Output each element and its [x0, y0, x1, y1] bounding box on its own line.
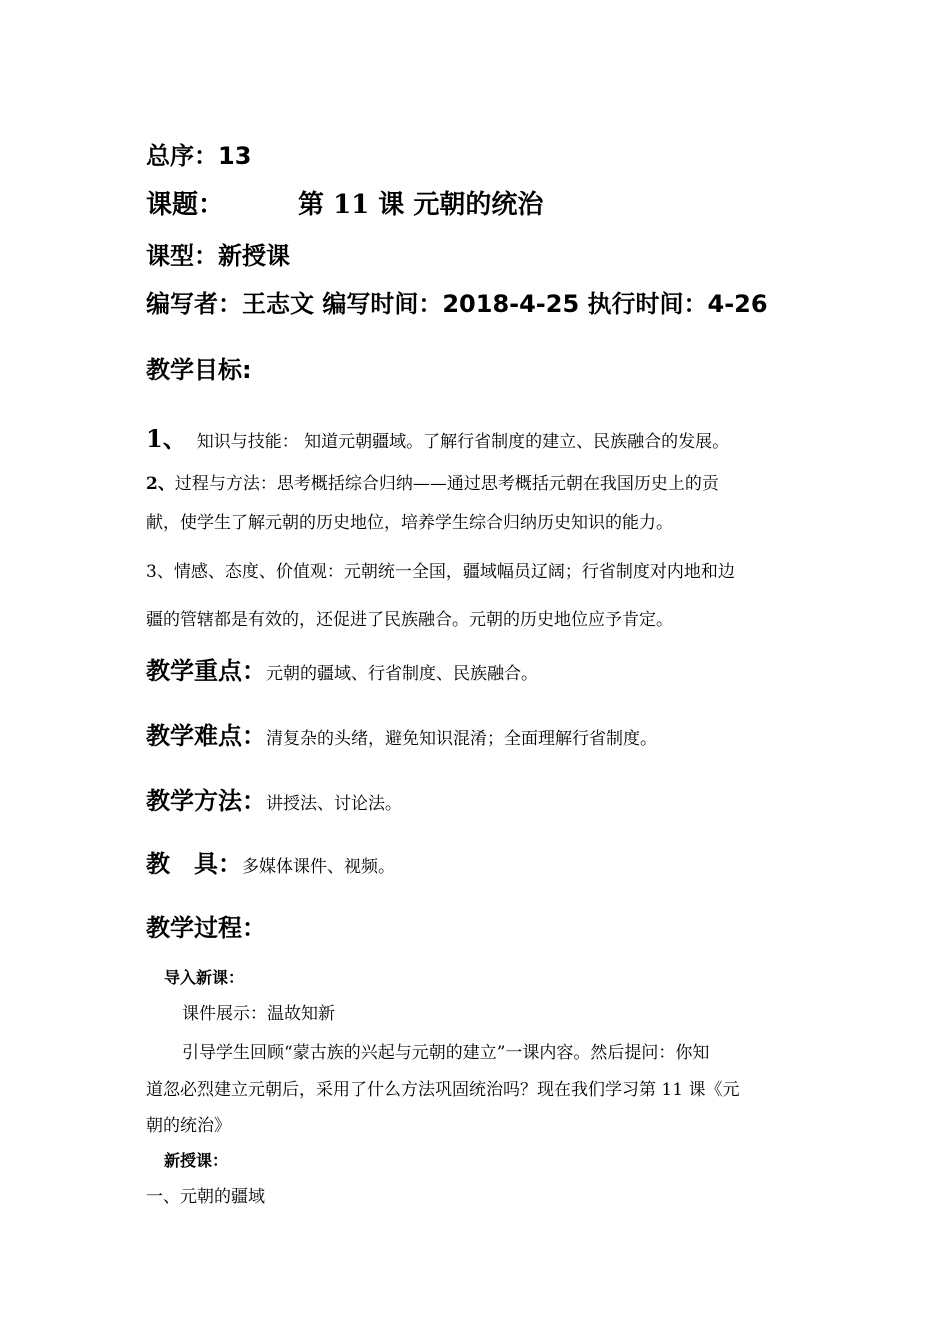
methods-label: 教学方法： — [146, 787, 266, 815]
objective-3-line-2: 疆的管辖都是有效的，还促进了民族融合。元朝的历史地位应予肯定。 — [146, 610, 673, 630]
difficulties-line — [146, 716, 657, 751]
objective-1-text: 知识与技能： 知道元朝疆域。了解行省制度的建立、民族融合的发展。 — [196, 432, 730, 452]
new-lesson-label: 新授课： — [164, 1151, 229, 1170]
methods-line — [146, 781, 402, 816]
author-line: 编写者：王志文 编写时间：2018-4-25 执行时间：4-26 — [146, 290, 768, 318]
intro-line-1: 课件展示：温故知新 — [182, 1004, 335, 1024]
tools-label-b: 具： — [194, 850, 242, 878]
tools-line — [146, 844, 395, 879]
order-value: 13 — [218, 142, 252, 170]
type-label: 课型： — [146, 242, 218, 270]
objective-2-text: 过程与方法：思考概括综合归纳—— — [174, 474, 447, 494]
objective-2-number: 2、 — [146, 474, 175, 494]
topic-line — [146, 184, 543, 221]
key-points-label: 教学重点： — [146, 657, 266, 685]
topic-title: 第 11 课 元朝的统治 — [298, 190, 544, 220]
type-value: 新授课 — [218, 242, 290, 270]
tools-text: 多媒体课件、视频。 — [242, 857, 395, 877]
objective-2-line-2: 献，使学生了解元朝的历史地位，培养学生综合归纳历史知识的能力。 — [146, 513, 673, 533]
order-label: 总序： — [146, 142, 218, 170]
intro-line-4: 朝的统治》 — [146, 1116, 231, 1136]
topic-label: 课题： — [146, 190, 225, 220]
methods-text: 讲授法、讨论法。 — [266, 794, 402, 814]
order-line — [146, 136, 251, 171]
intro-label: 导入新课： — [164, 968, 245, 987]
type-line — [146, 236, 290, 271]
objective-2-continuation: 通过思考概括元朝在我国历史上的贡 — [446, 474, 719, 494]
objective-item-2 — [146, 469, 719, 494]
intro-line-3: 道忽必烈建立元朝后，采用了什么方法巩固统治吗？现在我们学习第 11 课《元 — [146, 1080, 740, 1100]
objectives-heading: 教学目标: — [146, 356, 252, 384]
intro-line-2: 引导学生回顾“蒙古族的兴起与元朝的建立”一课内容。然后提问：你知 — [182, 1043, 710, 1063]
tools-label-a: 教 — [146, 850, 170, 878]
objective-item-1 — [146, 419, 729, 454]
key-points-line — [146, 651, 538, 686]
process-heading: 教学过程： — [146, 914, 266, 942]
difficulties-label: 教学难点： — [146, 722, 266, 750]
difficulties-text: 清复杂的头绪，避免知识混淆；全面理解行省制度。 — [266, 729, 657, 749]
objective-3-line-1: 3、情感、态度、价值观：元朝统一全国，疆域幅员辽阔；行省制度对内地和边 — [146, 562, 735, 582]
objective-1-number: 1、 — [146, 424, 187, 453]
key-points-text: 元朝的疆域、行省制度、民族融合。 — [266, 664, 538, 684]
section-1-heading: 一、元朝的疆域 — [146, 1187, 265, 1207]
